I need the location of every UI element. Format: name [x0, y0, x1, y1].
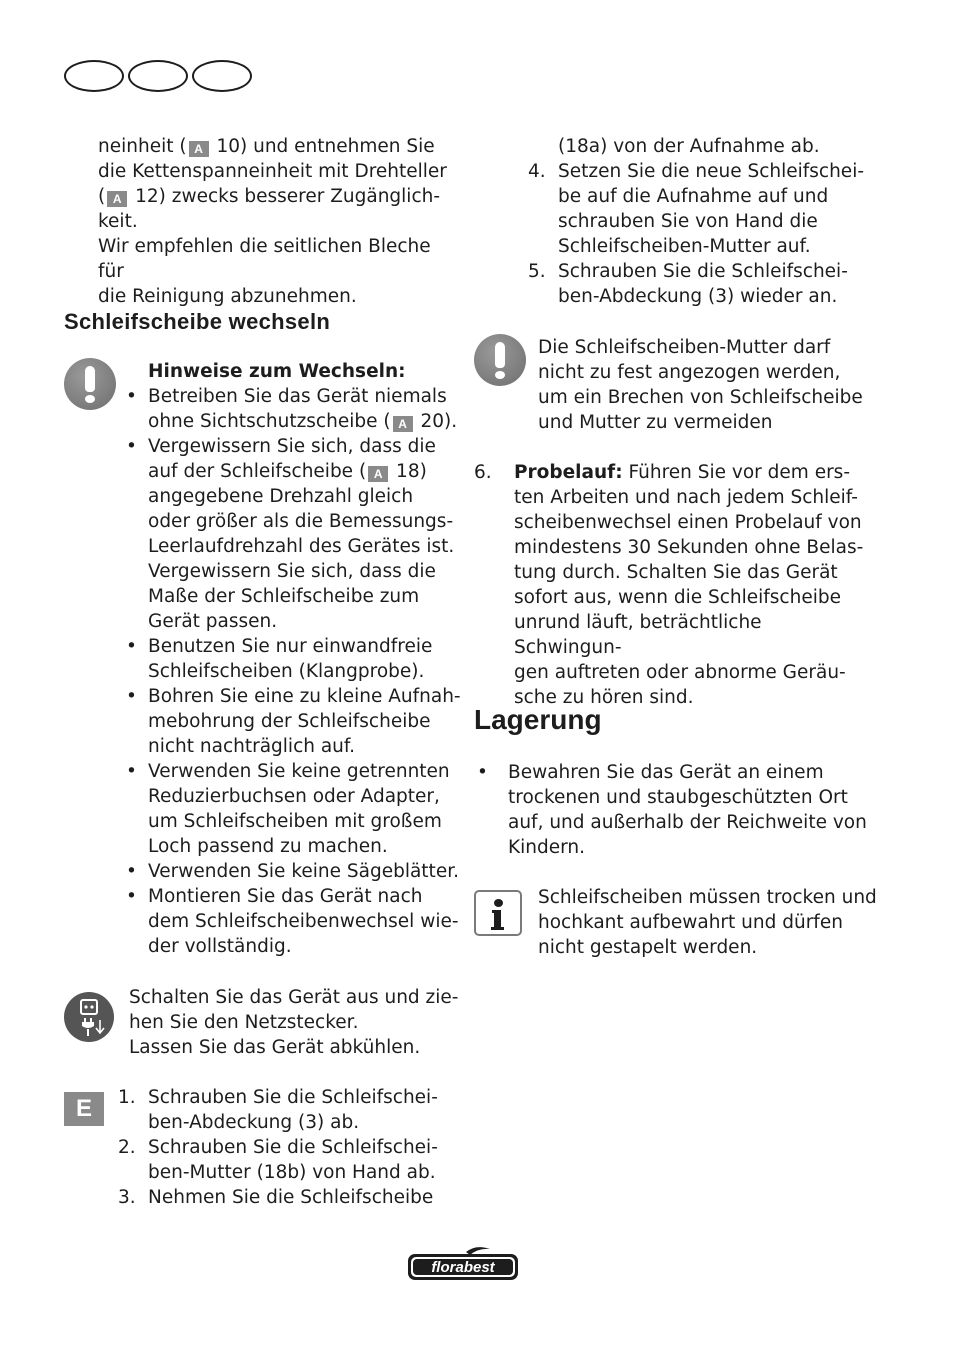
intro-paragraph: neinheit ( A 10) und entnehmen Sie die Kettenspanneinheit mit Drehteller ( A 12) zwecks besserer Zugänglich- keit. Wir empfehlen die seitlichen Bleche für die Reinigung abzunehmen. [98, 136, 447, 307]
list-item: • Verwenden Sie keine Sägeblätter. [126, 859, 466, 884]
list-item: 5. Schrauben Sie die Schleifschei- ben-Abdeckung (3) wieder an. [528, 261, 848, 307]
figure-a-badge: A [393, 416, 413, 432]
warning-exclamation-icon [474, 334, 526, 386]
list-item: • Montieren Sie das Gerät nach dem Schleifscheibenwechsel wie- der vollständig. [126, 884, 466, 959]
unplug-note: Schalten Sie das Gerät aus und zie- hen Sie den Netzstecker. Lassen Sie das Gerät abkühlen. [129, 987, 459, 1058]
nut-warning-note: Die Schleifscheiben-Mutter darf nicht zu fest angezogen werden, um ein Brechen von Schleifscheibe und Mutter zu vermeiden [538, 337, 863, 433]
section-title-storage: Lagerung [474, 704, 602, 735]
steps-list-right [528, 134, 868, 309]
list-item: • Benutzen Sie nur einwandfreie Schleifscheiben (Klangprobe). [126, 634, 466, 684]
steps-list-left [118, 1085, 458, 1210]
figure-a-badge: A [107, 191, 127, 207]
unplug-power-icon [64, 992, 114, 1042]
info-i-stem [490, 909, 506, 931]
warning-exclamation-icon [64, 358, 116, 410]
list-item: 1. Schrauben Sie die Schleifschei- ben-Abdeckung (3) ab. [118, 1087, 438, 1133]
section-title-wheel-change: Schleifscheibe wechseln [64, 309, 331, 334]
figure-a-badge: A [368, 466, 388, 482]
notes-heading: Hinweise zum Wechseln: [148, 361, 406, 382]
language-marker-ovals [64, 60, 258, 96]
list-item: 4. Setzen Sie die neue Schleifschei- be auf die Aufnahme auf und schrauben Sie von Hand die Schleifscheiben-Mutter auf. [528, 161, 865, 257]
list-item: 3. Nehmen Sie die Schleifscheibe [118, 1187, 434, 1208]
change-notes [126, 359, 466, 959]
figure-a-badge: A [189, 141, 209, 157]
oval-3 [192, 60, 252, 92]
list-item: • Vergewissern Sie sich, dass die auf der Schleifscheibe ( A 18) angegebene Drehzahl gleich oder größer als die Bemessungs- Leerlaufdrehzahl des Gerätes ist. Vergewissern Sie sich, dass die Maße der Schleifscheibe zum Gerät passen. [126, 434, 466, 634]
figure-e-badge: E [64, 1092, 104, 1126]
bullet-dot: • [477, 762, 488, 783]
svg-text:florabest: florabest [431, 1259, 495, 1276]
plug-symbol [64, 992, 114, 1042]
florabest-logo [406, 1246, 520, 1282]
list-item: • Betreiben Sie das Gerät niemals ohne Sichtschutzscheibe ( A 20). [126, 384, 466, 434]
list-item: • Bohren Sie eine zu kleine Aufnah- mebohrung der Schleifscheibe nicht nachträglich auf. [126, 684, 466, 759]
list-item: (18a) von der Aufnahme ab. [558, 136, 820, 157]
list-item: 2. Schrauben Sie die Schleifschei- ben-Mutter (18b) von Hand ab. [118, 1137, 438, 1183]
step-6-number: 6. [474, 462, 492, 483]
info-icon [474, 890, 522, 936]
oval-1 [64, 60, 124, 92]
oval-2 [128, 60, 188, 92]
storage-info-note: Schleifscheiben müssen trocken und hochkant aufbewahrt und dürfen nicht gestapelt werden. [538, 887, 877, 958]
storage-bullet: • Bewahren Sie das Gerät an einem trockenen und staubgeschützten Ort auf, und außerhalb der Reichweite von Kindern. [477, 762, 867, 858]
list-item: • Verwenden Sie keine getrennten Reduzierbuchsen oder Adapter, um Schleifscheiben mit großem Loch passend zu machen. [126, 759, 466, 859]
florabest-logo-graphic [406, 1246, 520, 1282]
step-6-test-run: Probelauf: Führen Sie vor dem ers- ten Arbeiten und nach jedem Schleif- scheibenwechsel einen Probelauf von mindestens 30 Sekunden ohne Belas- tung durch. Schalten Sie das Gerät sofort aus, wenn die Schleifscheibe unrund läuft, beträchtliche Schwingun- gen auftreten oder abnorme Geräu- sche zu hören sind. [514, 462, 864, 708]
